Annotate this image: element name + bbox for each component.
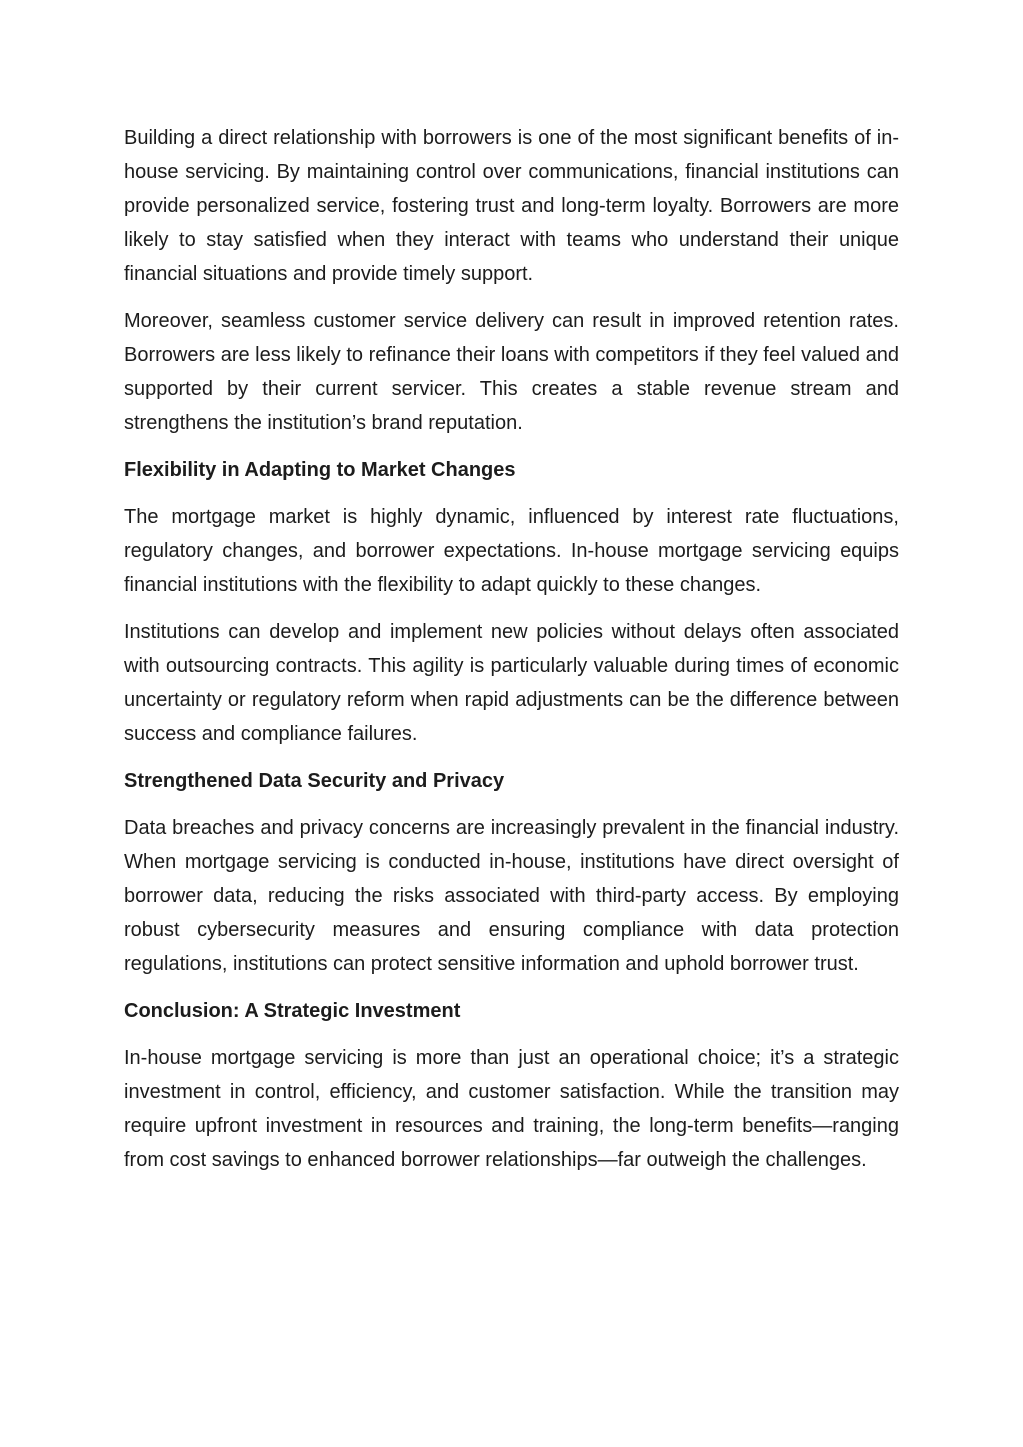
paragraph-retention: Moreover, seamless customer service delivery can result in improved retention rates. Borrowers are less likely to refinance their loans with competitors if they feel valued and supported by their current servicer. This creates a stable revenue stream and strengthens the institution’s brand reputation. [124,310,899,434]
paragraph-data-breaches: Data breaches and privacy concerns are increasingly prevalent in the financial industry. When mortgage servicing is conducted in-house, institutions have direct oversight of borrower data, reducing the risks associated with third-party access. By employing robust cybersecurity measures and ensuring compliance with data protection regulations, institutions can protect sensitive information and uphold borrower trust. [124,817,899,975]
paragraph-market-dynamics: The mortgage market is highly dynamic, influenced by interest rate fluctuations, regulatory changes, and borrower expectations. In-house mortgage servicing equips financial institutions with the flexibility to adapt quickly to these changes. [124,506,899,596]
heading-data-security: Strengthened Data Security and Privacy [124,770,505,792]
heading-conclusion: Conclusion: A Strategic Investment [124,1000,461,1022]
document-page [124,121,899,1190]
paragraph-conclusion: In-house mortgage servicing is more than just an operational choice; it’s a strategic investment in control, efficiency, and customer satisfaction. While the transition may require upfront investment in resources and training, the long-term benefits—ranging from cost savings to enhanced borrower relationships—far outweigh the challenges. [124,1047,899,1171]
paragraph-agility: Institutions can develop and implement new policies without delays often associated with outsourcing contracts. This agility is particularly valuable during times of economic uncertainty or regulatory reform when rapid adjustments can be the difference between success and compliance failures. [124,621,899,745]
heading-flexibility: Flexibility in Adapting to Market Changes [124,459,516,481]
paragraph-direct-relationship: Building a direct relationship with borrowers is one of the most significant benefits of in-house servicing. By maintaining control over communications, financial institutions can provide personalized service, fostering trust and long-term loyalty. Borrowers are more likely to stay satisfied when they interact with teams who understand their unique financial situations and provide timely support. [124,127,899,285]
